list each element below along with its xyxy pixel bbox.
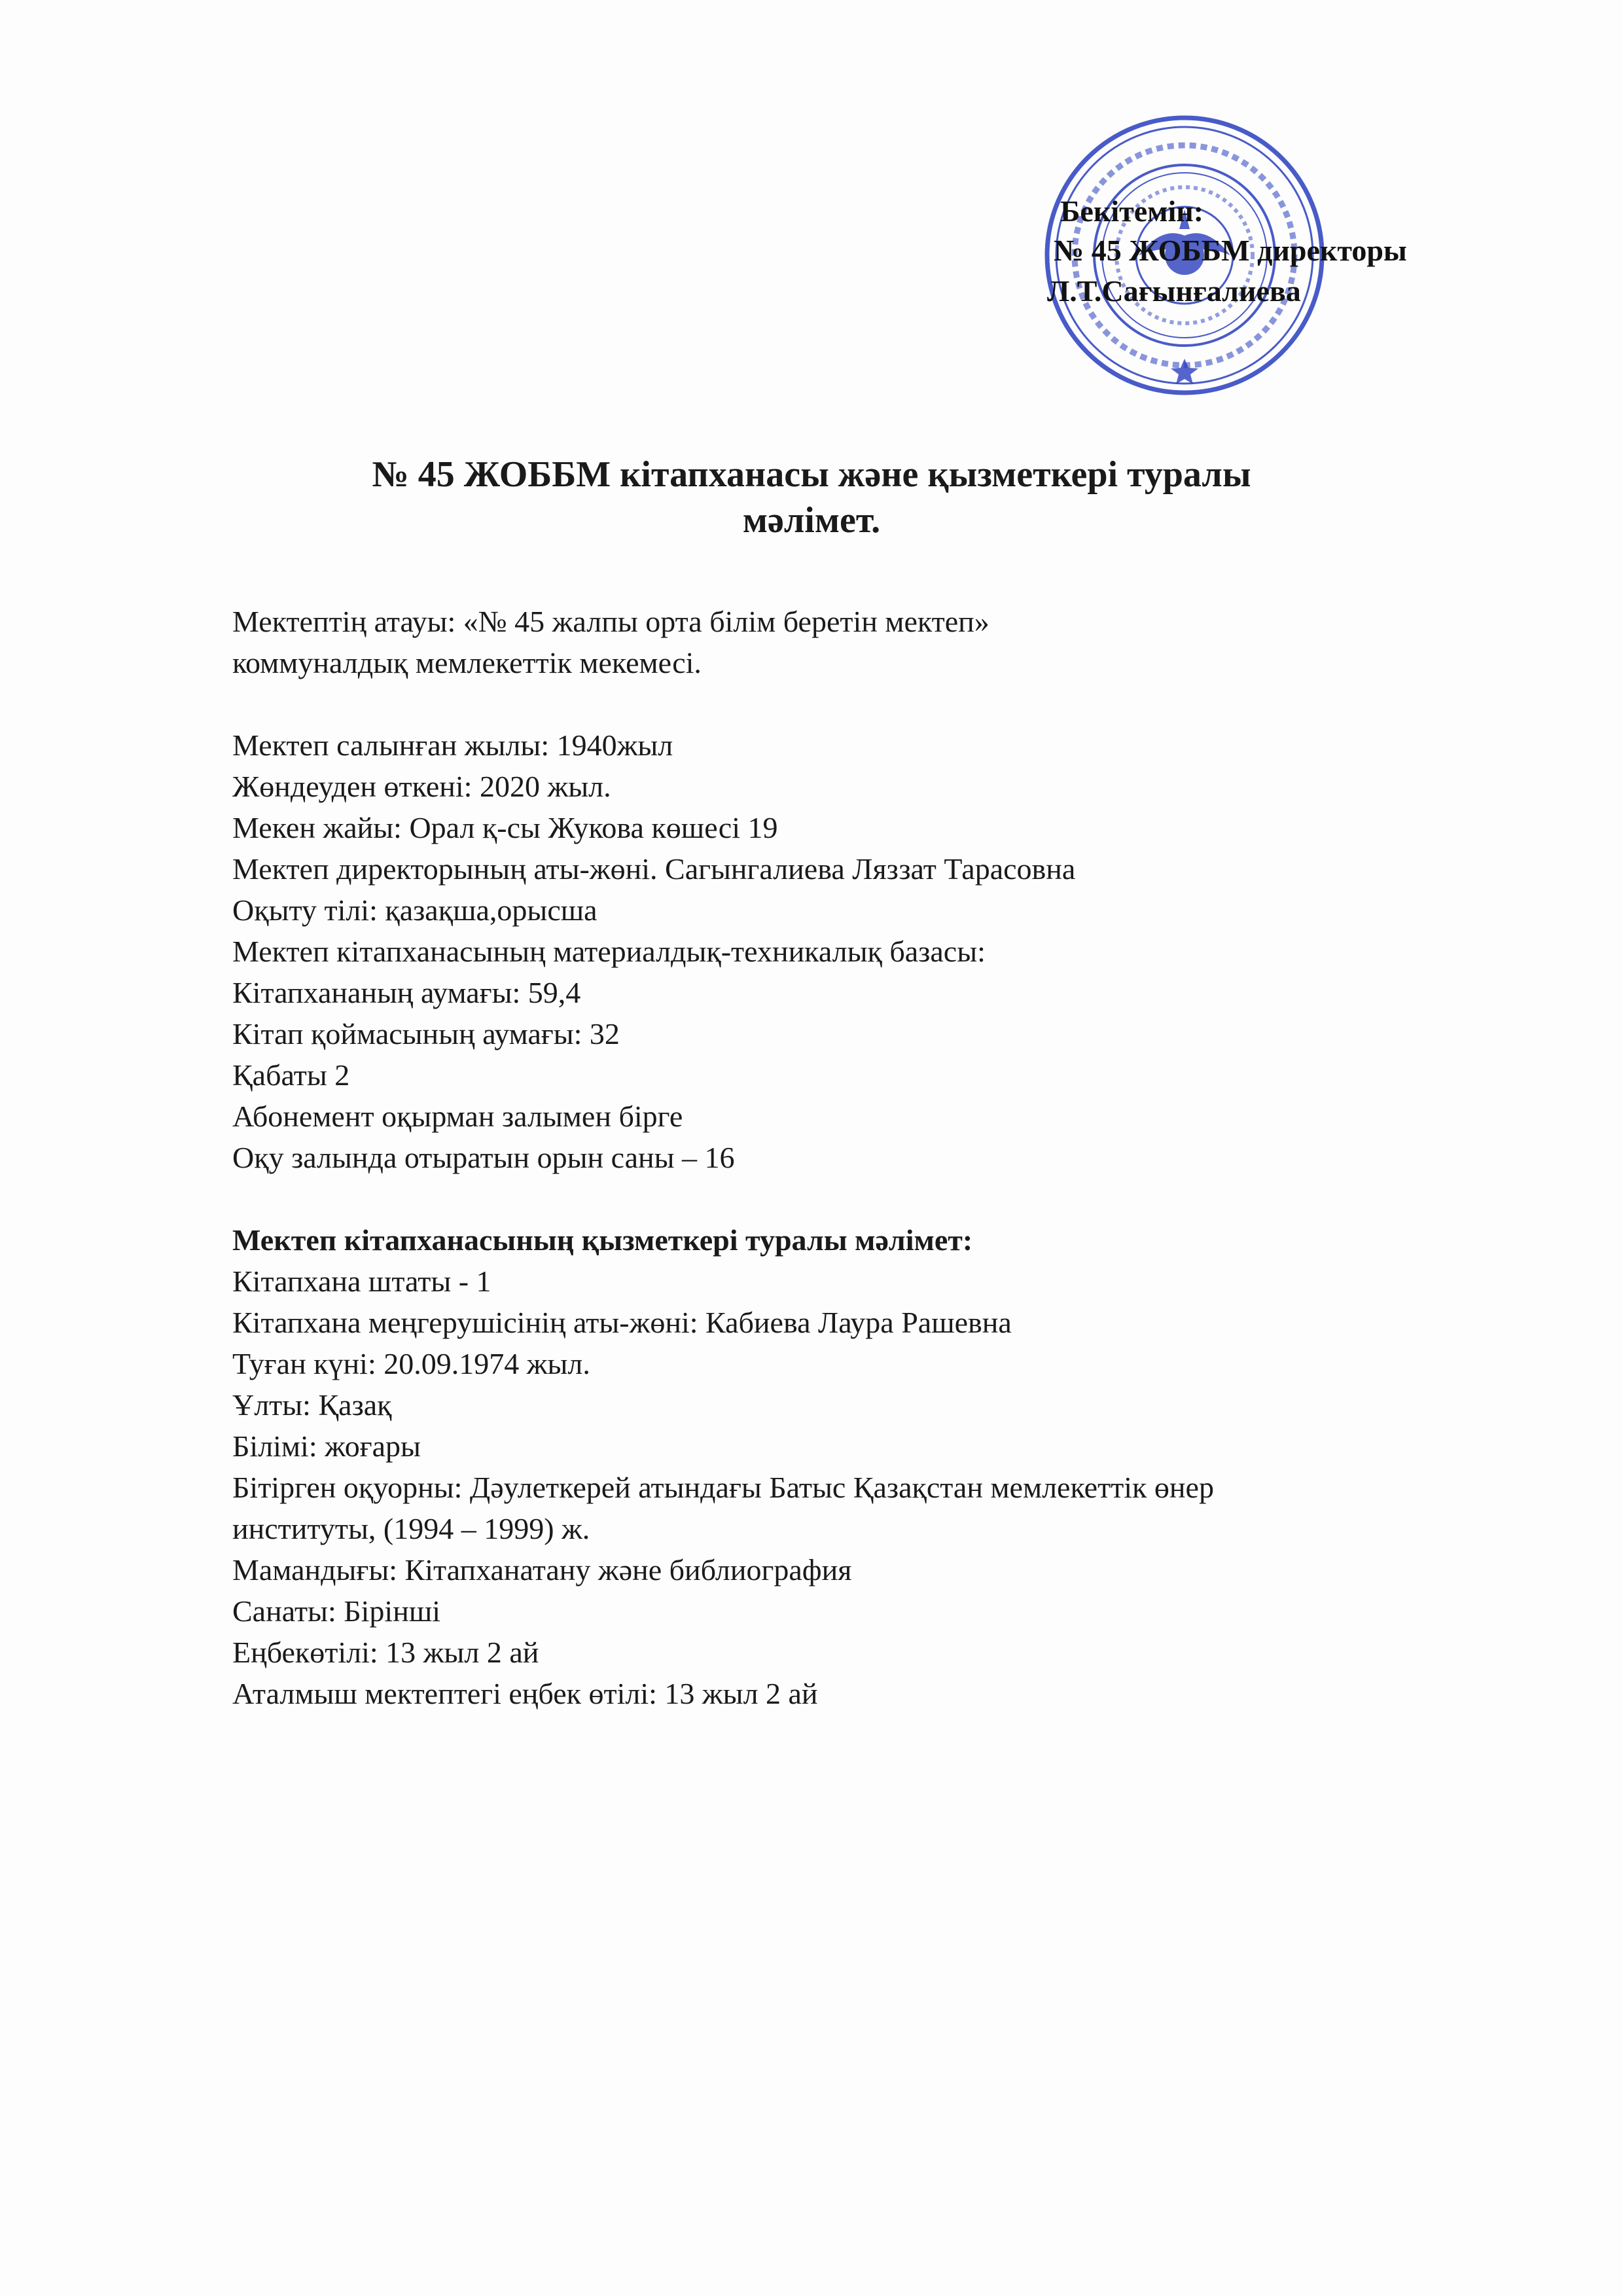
fact-line: Мектеп кітапханасының материалдық-техникалық базасы: — [232, 935, 986, 968]
fact-line: Мекен жайы: Орал қ-сы Жукова көшесі 19 — [232, 811, 778, 844]
staff-line: Бітірген оқуорны: Дәулеткерей атындағы Батыс Қазақстан мемлекеттік өнер — [232, 1471, 1214, 1504]
document-body — [232, 601, 1508, 1714]
approval-signatory: Л.Т.Сағынғалиева — [1047, 274, 1301, 308]
staff-line: Еңбекөтілі: 13 жыл 2 ай — [232, 1636, 539, 1669]
approval-label: Бекітемін: — [1060, 194, 1204, 228]
fact-line: Кітап қоймасының аумағы: 32 — [232, 1017, 620, 1050]
approval-position: № 45 ЖОББМ директоры — [1054, 234, 1407, 267]
fact-line: Мектеп салынған жылы: 1940жыл — [232, 728, 673, 762]
staff-heading: Мектеп кітапханасының қызметкері туралы мәлімет: — [232, 1223, 973, 1257]
staff-line: Кітапхана меңгерушісінің аты-жөні: Кабиева Лаура Рашевна — [232, 1306, 1012, 1339]
spacer — [232, 1178, 1508, 1219]
fact-line: Мектеп директорының аты-жөні. Сагынгалиева Ляззат Тарасовна — [232, 852, 1076, 886]
staff-line: институты, (1994 – 1999) ж. — [232, 1512, 590, 1545]
fact-line: Абонемент оқырман залымен бірге — [232, 1100, 683, 1133]
fact-line: Кітапхананың аумағы: 59,4 — [232, 976, 581, 1009]
staff-line: Туған күні: 20.09.1974 жыл. — [232, 1347, 590, 1380]
fact-line: Жөндеуден өткені: 2020 жыл. — [232, 770, 611, 803]
staff-line: Мамандығы: Кітапханатану және библиография — [232, 1553, 852, 1587]
document-title — [0, 452, 1623, 543]
fact-line: Оқу залында отыратын орын саны – 16 — [232, 1141, 735, 1174]
title-line-2: мәлімет. — [742, 500, 881, 541]
staff-line: Аталмыш мектептегі еңбек өтілі: 13 жыл 2 ай — [232, 1677, 818, 1710]
staff-line: Кітапхана штаты - 1 — [232, 1265, 491, 1298]
school-name-line-1: Мектептің атауы: «№ 45 жалпы орта білім беретін мектеп» — [232, 605, 990, 638]
school-name-line-2: коммуналдық мемлекеттік мекемесі. — [232, 646, 702, 679]
staff-line: Білімі: жоғары — [232, 1429, 421, 1463]
staff-line: Ұлты: Қазақ — [232, 1388, 392, 1422]
staff-line: Санаты: Бірінші — [232, 1594, 441, 1628]
spacer — [232, 683, 1508, 725]
fact-line: Қабаты 2 — [232, 1058, 350, 1092]
approval-block — [1047, 196, 1544, 327]
fact-line: Оқыту тілі: қазақша,орысша — [232, 893, 597, 927]
title-line-1: № 45 ЖОББМ кітапханасы және қызметкері туралы — [372, 454, 1251, 495]
